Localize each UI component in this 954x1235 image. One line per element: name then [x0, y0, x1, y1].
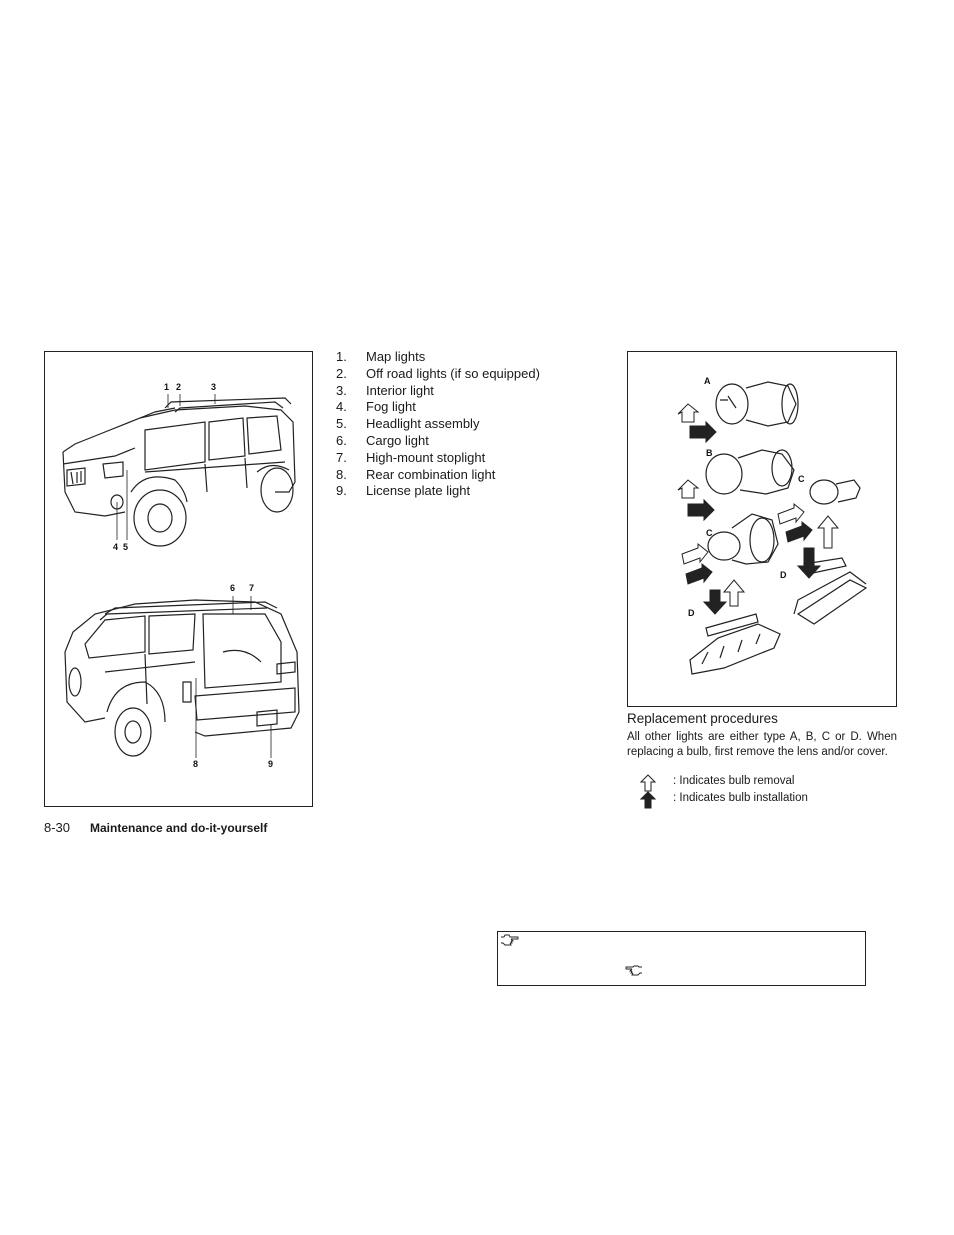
item-label: Interior light [366, 382, 434, 398]
callout-7: 7 [249, 583, 255, 593]
item-number: 4. [336, 399, 347, 415]
item-number: 2. [336, 365, 347, 381]
outline-arrow-up-icon [640, 774, 656, 792]
bulb-illustration [628, 352, 898, 708]
callout-5: 5 [123, 542, 129, 552]
callout-6: 6 [230, 583, 236, 593]
item-label: Rear combination light [366, 466, 496, 482]
item-number: 1. [336, 349, 347, 364]
legend-removal-text: : Indicates bulb removal [673, 775, 795, 787]
bulb-types-figure [627, 351, 897, 707]
replacement-heading: Replacement procedures [627, 711, 778, 726]
list-item [336, 450, 596, 467]
list-item [336, 433, 596, 450]
item-label: Headlight assembly [366, 416, 480, 432]
list-item [336, 366, 596, 383]
item-label: Map lights [366, 349, 426, 364]
section-title: Maintenance and do-it-yourself [90, 821, 268, 835]
item-label: High-mount stoplight [366, 449, 486, 465]
callout-4: 4 [113, 542, 119, 552]
list-item [336, 416, 596, 433]
bulb-label-a: A [704, 376, 711, 386]
parts-list [336, 349, 596, 500]
list-item [336, 467, 596, 484]
legend-install-text: : Indicates bulb installation [673, 792, 808, 804]
vehicle-light-locations-figure [44, 351, 313, 807]
callout-9: 9 [268, 759, 274, 769]
item-number: 7. [336, 449, 347, 465]
item-label: License plate light [366, 483, 471, 499]
legend-install [627, 791, 897, 809]
item-number: 5. [336, 416, 347, 432]
callout-2: 2 [176, 382, 182, 392]
list-item [336, 483, 596, 500]
replacement-body: All other lights are either type A, B, C or D. When replacing a bulb, first remove the lens and/or cover. [627, 731, 897, 758]
item-number: 6. [336, 432, 347, 448]
item-label: Off road lights (if so equipped) [366, 365, 540, 381]
callout-1: 1 [164, 382, 170, 392]
list-item [336, 383, 596, 400]
pointing-hand-small-icon [625, 965, 643, 977]
filled-arrow-up-icon [640, 791, 656, 809]
callout-3: 3 [211, 382, 217, 392]
bulb-label-d-festoon: D [780, 570, 787, 580]
item-number: 9. [336, 483, 347, 499]
legend-removal [627, 774, 897, 792]
item-number: 3. [336, 382, 347, 398]
item-label: Fog light [366, 399, 416, 415]
vehicle-illustration [45, 352, 314, 808]
list-item [336, 399, 596, 416]
callout-8: 8 [193, 759, 199, 769]
page-number: 8-30 [44, 820, 71, 835]
note-box [497, 931, 866, 986]
bulb-label-c: C [706, 528, 713, 538]
list-item [336, 349, 596, 366]
bulb-label-c-wedge: C [798, 474, 805, 484]
bulb-label-b: B [706, 448, 713, 458]
item-label: Cargo light [366, 432, 429, 448]
bulb-label-d: D [688, 608, 695, 618]
item-number: 8. [336, 466, 347, 482]
pointing-hand-icon [500, 934, 520, 948]
